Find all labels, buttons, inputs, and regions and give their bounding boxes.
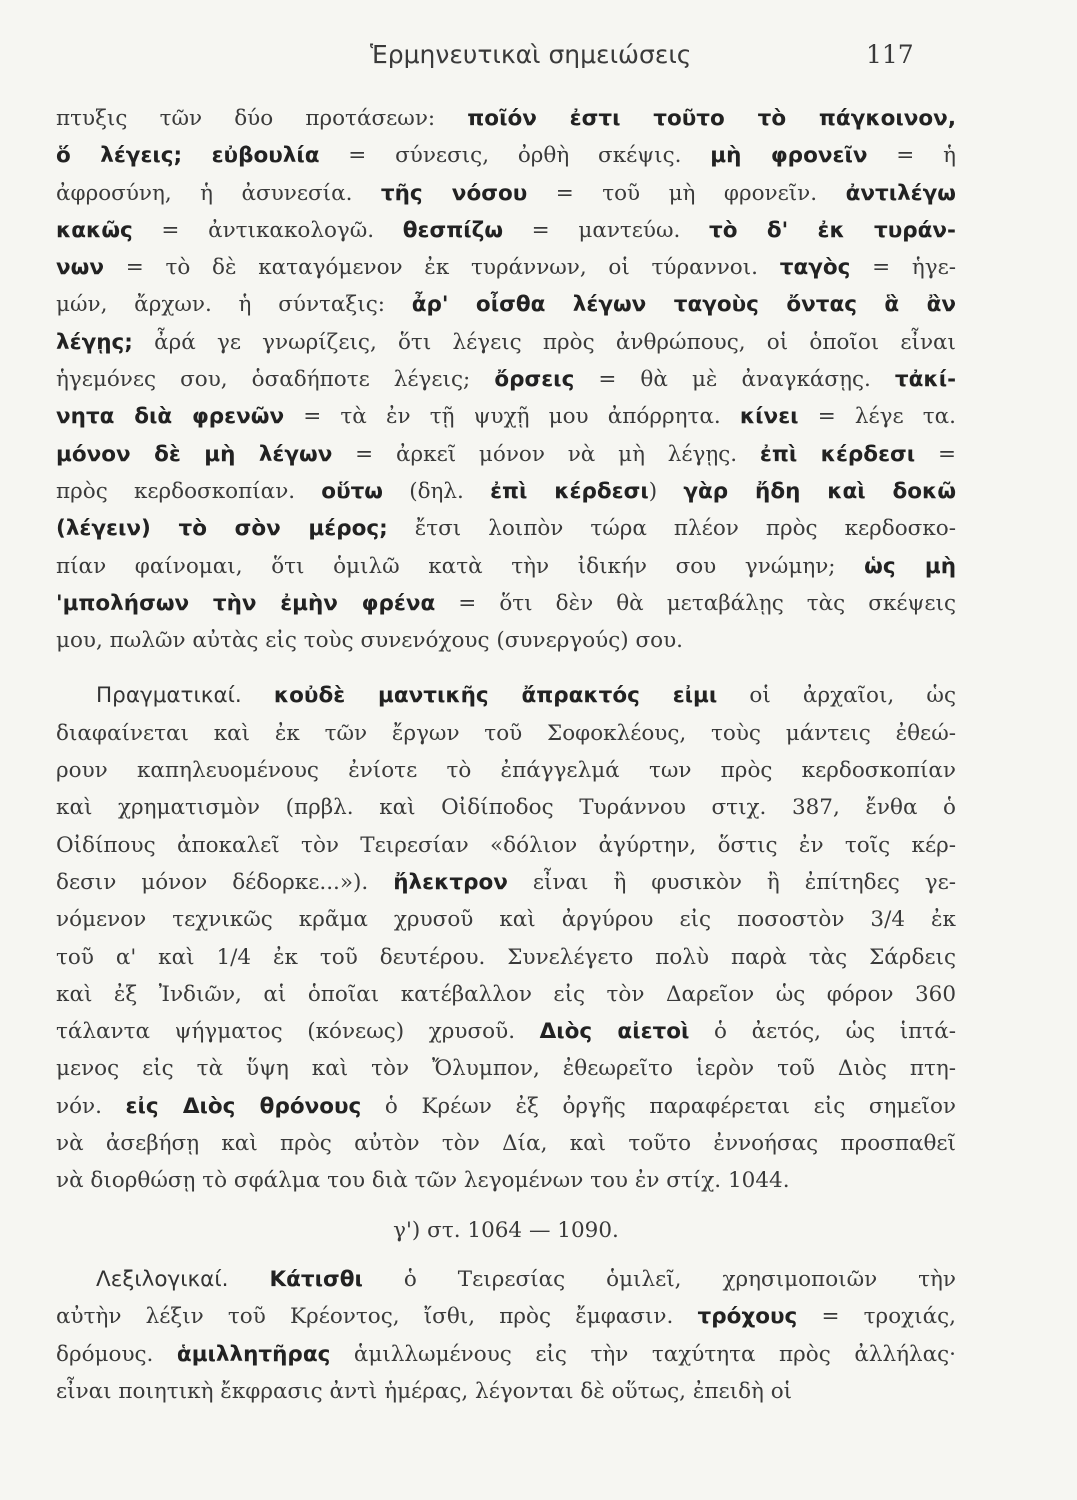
gloss-text: (δηλ.: [383, 478, 491, 504]
gloss-text: καὶ χρηματισμὸν (πρβλ. καὶ Οἰδίποδος Τυράννου στιχ. 387, ἔνθα ὁ: [56, 795, 956, 821]
gloss-text: ὁ Κρέων ἐξ ὀργῆς παραφέρεται εἰς σημεῖον: [361, 1093, 956, 1119]
text-line: [56, 1013, 956, 1050]
gloss-text: μενος εἰς τὰ ὕψη καὶ τὸν Ὄλυμπον, ἐθεωρεῖτο ἱερὸν τοῦ Διὸς πτη-: [56, 1056, 956, 1082]
lemma-term: ἐπὶ κέρδεσι: [490, 478, 649, 504]
lemma-term: 'μπολήσων τὴν ἐμὴν φρένα: [56, 590, 436, 616]
gloss-text: = τὸ δὲ καταγόμενον ἐκ τυράννων, οἱ τύραννοι.: [103, 255, 780, 281]
lemma-term: θεσπίζω: [402, 217, 504, 243]
gloss-text: ρουν καπηλευομένους ἐνίοτε τὸ ἐπάγγελμά των πρὸς κερδοσκοπίαν: [56, 758, 956, 784]
gloss-text: πίαν φαίνομαι, ὅτι ὁμιλῶ κατὰ τὴν ἰδικήν σου γνώμην;: [56, 553, 865, 579]
gloss-text: [242, 683, 274, 708]
lemma-term: ἤλεκτρον: [393, 869, 508, 895]
gloss-text: νόμενον τεχνικῶς κρᾶμα χρυσοῦ καὶ ἀργύρου εἰς ποσοστὸν 3/4 ἐκ: [56, 907, 956, 933]
text-line: [56, 715, 956, 752]
gloss-text: ἀφροσύνη, ἡ ἀσυνεσία.: [56, 180, 381, 206]
text-line: [56, 324, 956, 361]
text-line: [56, 212, 956, 249]
gloss-text: ὁ Τειρεσίας ὁμιλεῖ, χρησιμοποιῶν τὴν: [362, 1266, 956, 1292]
section-title: γ') στ. 1064 — 1090.: [393, 1217, 619, 1243]
gloss-text: ἁμιλλωμένους εἰς τὴν ταχύτητα πρὸς ἀλλήλας·: [330, 1341, 956, 1367]
gloss-text: = μαντεύω.: [503, 217, 710, 243]
text-line: [56, 976, 956, 1013]
text-line: [56, 939, 956, 976]
text-line: [56, 864, 956, 901]
gloss-text: = σύνεσις, ὀρθὴ σκέψις.: [319, 143, 711, 169]
text-line: [56, 436, 956, 473]
text-line: [56, 1336, 956, 1373]
gloss-text: νόν.: [56, 1093, 126, 1119]
paragraph-lexilogikai: [56, 1261, 956, 1410]
gloss-text: πτυξις τῶν δύο προτάσεων:: [56, 106, 468, 131]
text-line: [56, 752, 956, 789]
gloss-text: = τοῦ μὴ φρονεῖν.: [527, 180, 846, 206]
text-line: [56, 510, 956, 547]
lemma-term: νων: [56, 255, 104, 281]
lemma-term: ἐπὶ κέρδεσι: [759, 441, 916, 467]
lemma-term: μόνον δὲ μὴ λέγων: [56, 441, 333, 467]
lemma-term: τὸ δ' ἐκ τυράν-: [709, 217, 956, 243]
text-line: [56, 286, 956, 323]
gloss-text: ὁ ἀετός, ὡς ἱπτά-: [689, 1019, 956, 1045]
gloss-text: = ἀντικακολογῶ.: [132, 217, 403, 243]
text-line: [56, 361, 956, 398]
gloss-text: δρόμους.: [56, 1341, 177, 1367]
text-line: [56, 398, 956, 435]
text-line: [56, 827, 956, 864]
gloss-text: ἆρά γε γνωρίζεις, ὅτι λέγεις πρὸς ἀνθρώπους, οἱ ὁποῖοι εἶναι: [132, 329, 956, 355]
lemma-term: ποῖόν ἐστι τοῦτο τὸ πάγκοινον,: [467, 106, 956, 131]
lemma-term: λέγῃς;: [56, 329, 133, 355]
lemma-term: Διὸς αἰετοὶ: [539, 1019, 690, 1045]
running-title: Ἑρμηνευτικαὶ σημειώσεις: [370, 40, 692, 69]
gloss-text: μου, πωλῶν αὐτὰς εἰς τοὺς συνενόχους (συνεργούς) σου.: [56, 628, 684, 654]
gloss-text: διαφαίνεται καὶ ἐκ τῶν ἔργων τοῦ Σοφοκλέους, τοὺς μάντεις ἐθεώ-: [56, 720, 956, 746]
gloss-text: ἡγεμόνες σου, ὁσαδήποτε λέγεις;: [56, 367, 495, 393]
gloss-text: δεσιν μόνον δέδορκε...»).: [56, 869, 394, 895]
text-line: [56, 1373, 956, 1410]
lemma-term: κακῶς: [56, 217, 133, 243]
lemma-term: ὄρσεις: [494, 367, 575, 393]
gloss-text: = ἡ: [867, 143, 956, 169]
lemma-term: τρόχους: [697, 1304, 798, 1330]
lemma-term: ἁμιλλητῆρας: [176, 1341, 331, 1367]
gloss-text: [228, 1267, 269, 1292]
section-heading: Λεξιλογικαί.: [96, 1266, 229, 1292]
gloss-text: = θὰ μὲ ἀναγκάσῃς.: [574, 367, 895, 393]
lemma-term: τῆς νόσου: [380, 180, 528, 206]
lemma-term: ταγὸς: [779, 255, 851, 281]
paragraph-pragmatikai: [56, 677, 956, 1199]
lemma-term: ἆρ' οἶσθα λέγων ταγοὺς ὄντας ἃ ἂν: [411, 292, 956, 318]
gloss-text: αὐτὴν λέξιν τοῦ Κρέοντος, ἴσθι, πρὸς ἔμφασιν.: [56, 1304, 698, 1330]
gloss-text: τοῦ α' καὶ 1/4 ἐκ τοῦ δευτέρου. Συνελέγετο πολὺ παρὰ τὰς Σάρδεις: [56, 944, 956, 970]
text-line: [56, 137, 956, 174]
text-line: [56, 1162, 956, 1199]
text-line: [56, 1298, 956, 1335]
page-header: [0, 36, 1077, 76]
section-heading: Πραγματικαί.: [96, 683, 242, 709]
gloss-text: = ἡγε-: [850, 255, 956, 281]
lemma-term: οὕτω: [321, 478, 383, 504]
text-line: [56, 473, 956, 510]
text-line: [56, 1125, 956, 1162]
lemma-term: ὡς μὴ: [864, 553, 956, 579]
gloss-text: νὰ ἀσεβήσῃ καὶ πρὸς αὐτὸν τὸν Δία, καὶ τοῦτο ἐννοήσας προσπαθεῖ: [56, 1131, 956, 1157]
gloss-text: Οἰδίπους ἀποκαλεῖ τὸν Τειρεσίαν «δόλιον ἀγύρτην, ὅστις ἐν τοῖς κέρ-: [56, 832, 956, 858]
text-line: [56, 548, 956, 585]
gloss-text: = τροχιάς,: [797, 1304, 956, 1330]
lemma-term: τἀκί-: [894, 367, 956, 393]
lemma-term: μὴ φρονεῖν: [710, 143, 868, 169]
gloss-text: οἱ ἀρχαῖοι, ὡς: [717, 683, 956, 709]
lemma-term: γὰρ ἤδη καὶ δοκῶ: [683, 478, 956, 504]
gloss-text: = ὅτι δὲν θὰ μεταβάλῃς τὰς σκέψεις: [435, 590, 956, 616]
lemma-term: (λέγειν) τὸ σὸν μέρος;: [56, 516, 388, 542]
text-line: [56, 622, 956, 659]
body-text: [56, 100, 956, 1410]
lemma-term: Κάτισθι: [269, 1266, 363, 1292]
gloss-text: πρὸς κερδοσκοπίαν.: [56, 478, 322, 504]
lemma-term: εἰς Διὸς θρόνους: [125, 1093, 362, 1119]
gloss-text: =: [915, 441, 956, 467]
lemma-term: ἀντιλέγω: [845, 180, 956, 206]
gloss-text: = τὰ ἐν τῇ ψυχῇ μου ἀπόρρητα.: [284, 404, 740, 430]
text-line: [56, 677, 956, 714]
paragraph-notes-continued: [56, 100, 956, 659]
gloss-text: καὶ ἐξ Ἰνδιῶν, αἱ ὁποῖαι κατέβαλλον εἰς τὸν Δαρεῖον ὡς φόρον 360: [56, 981, 956, 1007]
lemma-term: κοὐδὲ μαντικῆς ἄπρακτός εἰμι: [273, 683, 718, 709]
text-line: [56, 1088, 956, 1125]
text-line: [56, 1050, 956, 1087]
gloss-text: εἶναι ἢ φυσικὸν ἢ ἐπίτηδες γε-: [507, 869, 956, 895]
text-line: [56, 789, 956, 826]
text-line: [56, 1261, 956, 1298]
gloss-text: μών, ἄρχων. ἡ σύνταξις:: [56, 292, 412, 318]
gloss-text: εἶναι ποιητικὴ ἔκφρασις ἀντὶ ἡμέρας, λέγονται δὲ οὕτως, ἐπειδὴ οἱ: [56, 1378, 793, 1404]
gloss-text: = λέγε τα.: [798, 404, 956, 430]
gloss-text: ): [648, 478, 684, 504]
text-line: [56, 249, 956, 286]
lemma-term: κίνει: [739, 404, 799, 430]
lemma-term: ὅ λέγεις; εὐβουλία: [56, 143, 320, 169]
text-line: [56, 585, 956, 622]
text-line: [56, 100, 956, 137]
text-line: [56, 175, 956, 212]
gloss-text: ἔτσι λοιπὸν τώρα πλέον πρὸς κερδοσκο-: [387, 516, 956, 542]
text-line: [56, 901, 956, 938]
lemma-term: νητα διὰ φρενῶν: [56, 404, 285, 430]
gloss-text: = ἀρκεῖ μόνον νὰ μὴ λέγῃς.: [332, 441, 760, 467]
page-number: 117: [866, 40, 914, 69]
gloss-text: νὰ διορθώσῃ τὸ σφάλμα του διὰ τῶν λεγομένων του ἐν στίχ. 1044.: [56, 1168, 790, 1194]
gloss-text: τάλαντα ψήγματος (κόνεως) χρυσοῦ.: [56, 1019, 540, 1045]
